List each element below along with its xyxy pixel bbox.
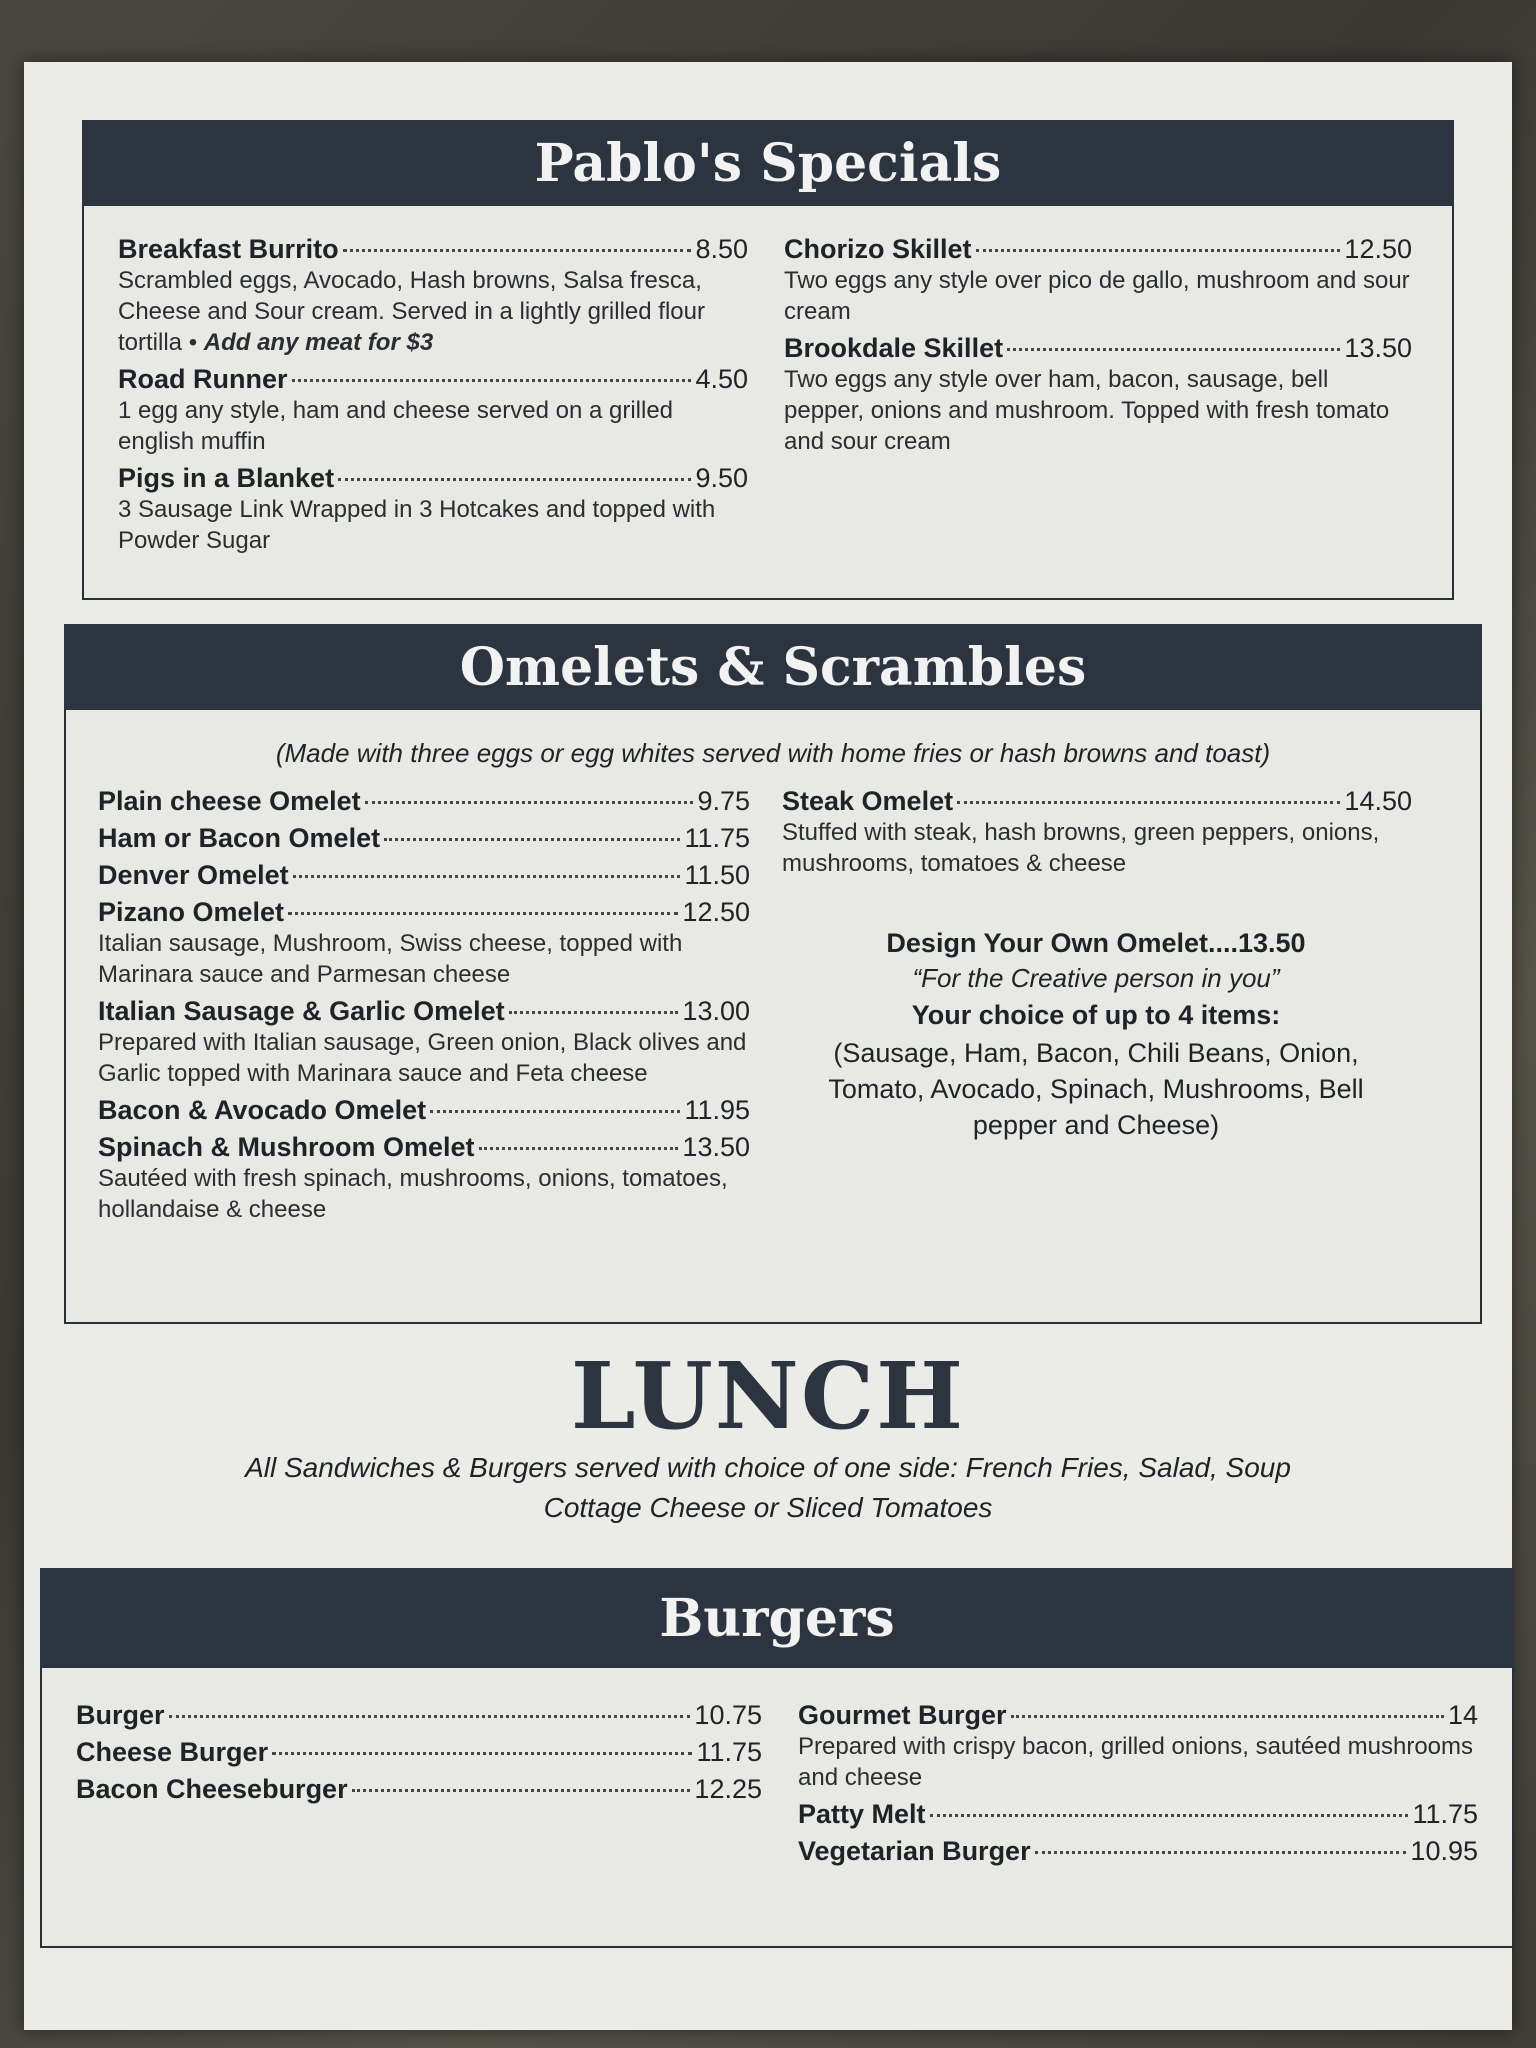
menu-item-description (784, 364, 1412, 457)
menu-item-name: Patty Melt (798, 1799, 926, 1829)
menu-item-name: Denver Omelet (98, 860, 289, 890)
menu-item-description-text: Stuffed with steak, hash browns, green peppers, onions, mushrooms, tomatoes & cheese (782, 819, 1380, 877)
menu-item-name: Burger (76, 1700, 165, 1730)
leader-dots (169, 1715, 691, 1718)
leader-dots (509, 1011, 679, 1014)
menu-item-description (784, 265, 1412, 327)
menu-item-name: Pizano Omelet (98, 897, 285, 927)
menu-item-description-text: Prepared with Italian sausage, Green onion, Black olives and Garlic topped with Marinara sauce and Feta cheese (98, 1029, 747, 1087)
menu-item-description (798, 1731, 1478, 1793)
menu-item-price: 11.50 (684, 860, 750, 890)
menu-item-line (76, 1700, 762, 1731)
menu-item-line (798, 1700, 1478, 1731)
menu-item-line (76, 1774, 762, 1805)
leader-dots (343, 249, 692, 252)
omelets-title: Omelets & Scrambles (64, 624, 1482, 710)
menu-item-name: Ham or Bacon Omelet (98, 823, 381, 853)
menu-item-name: Steak Omelet (782, 786, 954, 816)
menu-item-name: Plain cheese Omelet (98, 786, 361, 816)
menu-item-description-text: Two eggs any style over pico de gallo, mushroom and sour cream (784, 267, 1410, 325)
menu-item-description-text: Italian sausage, Mushroom, Swiss cheese, topped with Marinara sauce and Parmesan cheese (98, 930, 683, 988)
menu-item (784, 333, 1412, 457)
menu-item-line (98, 860, 750, 891)
menu-item-line (98, 897, 750, 928)
leader-dots (338, 478, 691, 481)
menu-item-price: 11.75 (684, 823, 750, 853)
menu-item-name: Brookdale Skillet (784, 333, 1004, 363)
menu-item-description-text: 1 egg any style, ham and cheese served on a grilled english muffin (118, 397, 674, 455)
menu-item-line (76, 1737, 762, 1768)
leader-dots (272, 1752, 692, 1755)
menu-item-price: 13.50 (1344, 333, 1412, 363)
menu-item-line (118, 234, 748, 265)
menu-item-price: 13.50 (682, 1132, 750, 1162)
menu-item-description (98, 1027, 750, 1089)
menu-item-price: 8.50 (695, 234, 748, 264)
menu-item-price: 13.00 (682, 996, 750, 1026)
menu-item-name: Bacon Cheeseburger (76, 1774, 348, 1804)
menu-item-price: 11.95 (684, 1095, 750, 1125)
menu-item (798, 1836, 1478, 1867)
menu-item (798, 1700, 1478, 1793)
menu-item-price: 12.25 (694, 1774, 762, 1804)
menu-item-line (798, 1836, 1478, 1867)
lunch-note-line-2: Cottage Cheese or Sliced Tomatoes (543, 1492, 993, 1523)
menu-item (98, 897, 750, 990)
omelets-right-column (782, 786, 1412, 885)
menu-item (98, 1095, 750, 1126)
menu-item-description-text: Sautéed with fresh spinach, mushrooms, onions, tomatoes, hollandaise & cheese (98, 1165, 728, 1223)
menu-item (98, 1132, 750, 1225)
menu-item (118, 234, 748, 358)
menu-item-price: 9.75 (697, 786, 750, 816)
menu-item (98, 996, 750, 1089)
menu-item-description (782, 817, 1412, 879)
specials-right-column (784, 234, 1412, 463)
menu-item-description-text: Two eggs any style over ham, bacon, sausage, bell pepper, onions and mushroom. Topped with fresh tomato and sour cream (784, 366, 1390, 455)
menu-item-price: 12.50 (682, 897, 750, 927)
leader-dots (288, 912, 678, 915)
leader-dots (365, 801, 694, 804)
menu-item-name: Cheese Burger (76, 1737, 269, 1767)
leader-dots (384, 838, 680, 841)
leader-dots (293, 875, 681, 878)
lunch-note-line-1: All Sandwiches & Burgers served with choice of one side: French Fries, Salad, Soup (245, 1452, 1291, 1483)
menu-item-name: Italian Sausage & Garlic Omelet (98, 996, 505, 1026)
menu-item-line (118, 364, 748, 395)
menu-item-name: Chorizo Skillet (784, 234, 972, 264)
design-omelet-choice: Your choice of up to 4 items: (911, 1000, 1281, 1030)
menu-item (798, 1799, 1478, 1830)
menu-item-line (98, 1132, 750, 1163)
menu-item-price: 9.50 (695, 463, 748, 493)
menu-item (118, 364, 748, 457)
menu-item-name: Gourmet Burger (798, 1700, 1007, 1730)
menu-item-line (98, 786, 750, 817)
menu-item (98, 860, 750, 891)
menu-item-line (98, 996, 750, 1027)
menu-item (98, 786, 750, 817)
menu-item-name: Pigs in a Blanket (118, 463, 335, 493)
lunch-heading: LUNCH (570, 1342, 966, 1450)
menu-item-price: 14 (1447, 1700, 1478, 1730)
menu-item-line (784, 234, 1412, 265)
menu-item (782, 786, 1412, 879)
menu-item-line (118, 463, 748, 494)
design-omelet-title: Design Your Own Omelet....13.50 (886, 928, 1306, 958)
design-your-own-omelet (796, 928, 1396, 1143)
menu-item-addon: Add any meat for $3 (203, 329, 434, 356)
omelets-section (64, 624, 1482, 1324)
menu-page (24, 62, 1512, 2030)
leader-dots (930, 1814, 1409, 1817)
menu-item-price: 10.95 (1410, 1836, 1478, 1866)
menu-item-name: Vegetarian Burger (798, 1836, 1031, 1866)
menu-item-price: 14.50 (1344, 786, 1412, 816)
menu-item (118, 463, 748, 556)
menu-item-line (782, 786, 1412, 817)
burgers-section (40, 1568, 1514, 1948)
leader-dots (976, 249, 1341, 252)
menu-item (76, 1774, 762, 1805)
design-omelet-items: (Sausage, Ham, Bacon, Chili Beans, Onion, Tomato, Avocado, Spinach, Mushrooms, Bell pepper and Cheese) (828, 1038, 1364, 1140)
menu-item-line (98, 1095, 750, 1126)
leader-dots (1011, 1715, 1444, 1718)
menu-item-price: 4.50 (695, 364, 748, 394)
menu-item-description (98, 928, 750, 990)
menu-item-line (798, 1799, 1478, 1830)
burgers-right-column (798, 1700, 1478, 1873)
omelets-left-column (98, 786, 750, 1231)
menu-item (784, 234, 1412, 327)
specials-title: Pablo's Specials (82, 120, 1454, 206)
menu-item-description-text: Prepared with crispy bacon, grilled onions, sautéed mushrooms and cheese (798, 1733, 1474, 1791)
lunch-note (24, 1448, 1512, 1528)
burgers-title: Burgers (40, 1568, 1514, 1668)
menu-item-description-text: Scrambled eggs, Avocado, Hash browns, Salsa fresca, Cheese and Sour cream. Served in a lightly grilled flour tortilla • (118, 267, 705, 356)
specials-left-column (118, 234, 748, 562)
design-omelet-tagline: “For the Creative person in you” (912, 963, 1280, 993)
leader-dots (352, 1789, 691, 1792)
menu-item-line (784, 333, 1412, 364)
menu-item-price: 10.75 (694, 1700, 762, 1730)
menu-item-description (118, 395, 748, 457)
menu-item-description-text: 3 Sausage Link Wrapped in 3 Hotcakes and topped with Powder Sugar (118, 496, 716, 554)
leader-dots (1035, 1851, 1407, 1854)
menu-item-price: 12.50 (1344, 234, 1412, 264)
menu-item (76, 1700, 762, 1731)
menu-item (98, 823, 750, 854)
leader-dots (1007, 348, 1340, 351)
menu-item-description (118, 494, 748, 556)
menu-item-description (98, 1163, 750, 1225)
leader-dots (479, 1147, 679, 1150)
menu-item-description (118, 265, 748, 358)
specials-section (82, 120, 1454, 600)
menu-item-price: 11.75 (1412, 1799, 1478, 1829)
menu-item-name: Bacon & Avocado Omelet (98, 1095, 427, 1125)
menu-item-name: Spinach & Mushroom Omelet (98, 1132, 475, 1162)
burgers-left-column (76, 1700, 762, 1811)
menu-item-name: Road Runner (118, 364, 288, 394)
menu-item-price: 11.75 (696, 1737, 762, 1767)
menu-item-name: Breakfast Burrito (118, 234, 339, 264)
leader-dots (292, 379, 692, 382)
menu-item-line (98, 823, 750, 854)
omelets-note: (Made with three eggs or egg whites served with home fries or hash browns and toast) (275, 738, 1271, 768)
leader-dots (957, 801, 1340, 804)
leader-dots (430, 1110, 680, 1113)
menu-item (76, 1737, 762, 1768)
